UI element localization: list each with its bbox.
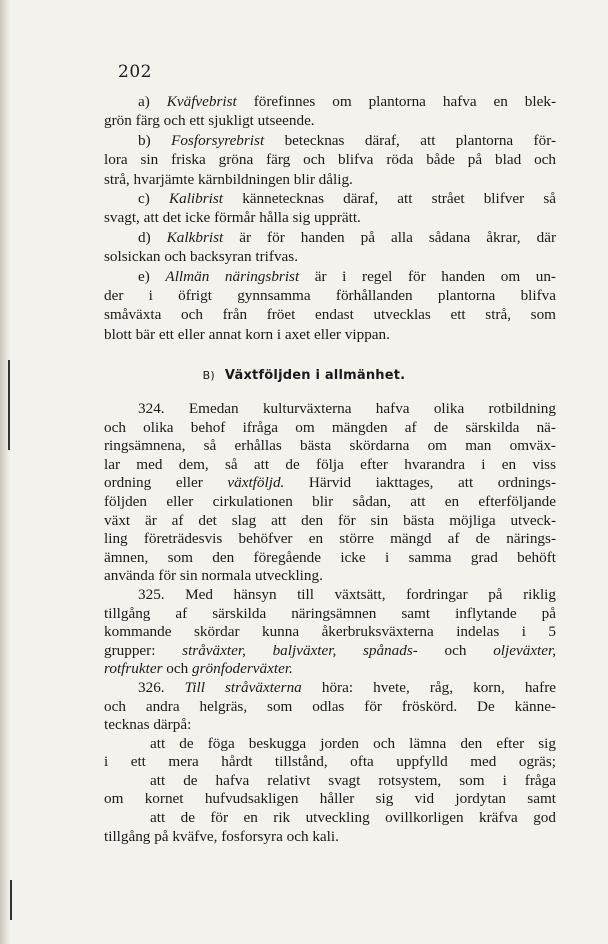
paragraph-326-line: tillgång på kväfve, fosforsyra och kali.	[104, 827, 339, 845]
list-item-e-cont: blott bär ett eller annat korn i axet eller vippan.	[104, 325, 390, 343]
list-item-a-cont: grön färg och ett sjukligt utseende.	[104, 112, 315, 130]
paragraph-324-line: ling företrädesvis behöfver en större mängd af de närings-	[104, 530, 556, 548]
paragraph-324-line: lar med dem, så att de följa efter hvarandra i en viss	[104, 455, 556, 473]
deficiency-list	[104, 92, 556, 344]
page-number: 202	[118, 62, 152, 82]
paragraph-326-line: och andra helgräs, som odlas för fröskörd. De känne-	[104, 697, 556, 715]
paragraph-326-line: att de föga beskugga jorden och lämna den efter sig	[150, 734, 556, 752]
list-item-a: a) Kväfvebrist förefinnes om plantorna hafva en blek-	[138, 93, 556, 110]
paragraph-324-line: 324. Emedan kulturväxterna hafva olika rotbildning	[138, 400, 556, 417]
section-title: Växtföljden i allmänhet.	[224, 368, 406, 383]
body-text	[104, 400, 556, 846]
list-item-d: d) Kalkbrist är för handen på alla sådana åkrar, där	[138, 228, 557, 246]
section-heading	[0, 368, 608, 383]
paragraph-324-line: ämnen, som den föregående icke i samma grad behöft	[104, 548, 556, 566]
list-item-d-cont: solsickan och backsyran trifvas.	[104, 248, 299, 266]
page-edge-shadow	[0, 0, 10, 944]
list-item-b: b) Fosforsyrebrist betecknas däraf, att plantorna för-	[138, 131, 557, 149]
list-item-e-cont: der i öfrigt gynnsamma förhållanden plantorna blifva	[104, 287, 556, 305]
paragraph-326-line: om kornet hufvudsakligen håller sig vid jordytan samt	[104, 790, 556, 808]
paragraph-325-line: tillgång af särskilda näringsämnen samt inflytande på	[104, 604, 556, 622]
paragraph-325-line: 325. Med hänsyn till växtsätt, fordringar på riklig	[138, 585, 556, 603]
list-item-c-cont: svagt, att det icke förmår hålla sig upprätt.	[104, 209, 361, 227]
margin-mark	[10, 880, 12, 920]
paragraph-326-line: att de för en rik utveckling ovillkorligen kräfva god	[150, 809, 556, 827]
paragraph-324-line: följden eller cirkulationen blir sådan, att en efterföljande	[104, 492, 556, 510]
paragraph-326-line: 326. Till stråväxterna höra: hvete, råg, korn, hafre	[138, 678, 557, 696]
list-item-e: e) Allmän näringsbrist är i regel för handen om un-	[138, 267, 556, 285]
list-item-c: c) Kalibrist kännetecknas däraf, att strået blifver så	[138, 190, 557, 208]
paragraph-326-line: att de hafva relativt svagt rotsystem, som i fråga	[150, 771, 556, 789]
paragraph-326-line: i ett mera hårdt tillstånd, ofta uppfylld med ogräs;	[104, 753, 556, 771]
paragraph-325-line: kommande skördar kunna åkerbruksväxterna indelas i 5	[104, 623, 556, 641]
paragraph-324-line: växt är af det slag att den för sin bästa möjliga utveck-	[104, 511, 556, 529]
paragraph-324-line: ringsämnena, så erhållas bästa skördarna om man omväx-	[104, 437, 556, 455]
section-prefix: B)	[202, 369, 215, 382]
list-item-e-cont: småväxta och från fröet endast utvecklas ett strå, som	[104, 306, 556, 324]
paragraph-325-line: grupper: stråväxter, baljväxter, spånads- och oljeväxter,	[104, 641, 557, 659]
paragraph-325-line: rotfrukter och grönfoderväxter.	[104, 660, 293, 678]
list-item-b-cont: lora sin friska gröna färg och blifva röda både på blad och	[104, 151, 556, 169]
list-item-b-cont: strå, hvarjämte kärnbildningen blir dålig.	[104, 170, 353, 188]
paragraph-324-line: använda för sin normala utveckling.	[104, 567, 323, 585]
paragraph-324-line: ordning eller växtföljd. Härvid iakttages, att ordnings-	[104, 474, 556, 492]
paragraph-324-line: och olika behof ifråga om mängden af de särskilda nä-	[104, 418, 556, 436]
paragraph-326-line: tecknas därpå:	[104, 716, 192, 734]
